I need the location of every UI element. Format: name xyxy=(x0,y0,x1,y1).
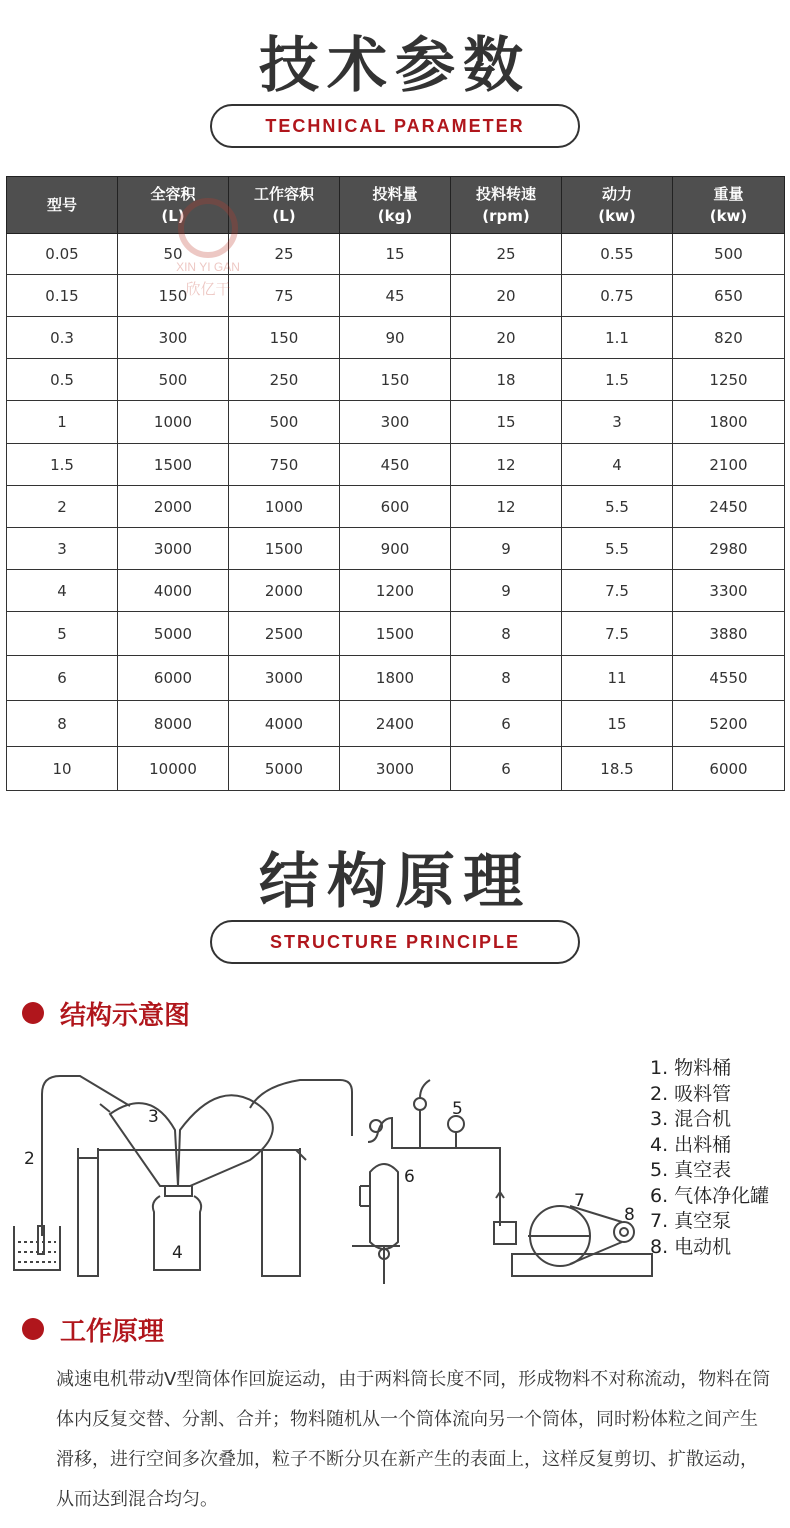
table-cell: 45 xyxy=(340,275,451,317)
table-cell: 1.5 xyxy=(7,444,118,486)
table-cell: 3 xyxy=(7,528,118,570)
table-cell: 20 xyxy=(451,275,562,317)
legend-item: 5. 真空表 xyxy=(650,1159,732,1181)
table-cell: 900 xyxy=(340,528,451,570)
table-row xyxy=(7,701,785,747)
table-cell: 5.5 xyxy=(562,528,673,570)
watermark-cn: 欣亿干 xyxy=(185,280,231,298)
header-power: 动力 (kw) xyxy=(562,177,673,234)
structure-diagram xyxy=(0,1046,660,1296)
legend-item: 7. 真空泵 xyxy=(650,1210,732,1232)
table-cell: 4000 xyxy=(229,701,340,747)
table-cell: 1500 xyxy=(229,528,340,570)
table-cell: 3 xyxy=(562,401,673,444)
table-cell: 300 xyxy=(340,401,451,444)
spec-table xyxy=(6,176,785,791)
table-cell: 0.05 xyxy=(7,234,118,275)
table-cell: 15 xyxy=(451,401,562,444)
table-cell: 15 xyxy=(340,234,451,275)
diagram-heading-text: 结构示意图 xyxy=(60,1000,191,1031)
tech-title: 技术参数 xyxy=(259,31,531,101)
table-cell: 8000 xyxy=(118,701,229,747)
table-row xyxy=(7,570,785,612)
table-cell: 5 xyxy=(7,612,118,656)
table-cell: 12 xyxy=(451,486,562,528)
table-cell: 3000 xyxy=(340,747,451,791)
table-cell: 1.5 xyxy=(562,359,673,401)
table-cell: 20 xyxy=(451,317,562,359)
diagram-heading xyxy=(22,996,190,1030)
diagram-label-4: 4 xyxy=(172,1243,183,1263)
legend-item: 6. 气体净化罐 xyxy=(650,1184,770,1207)
suction-pipe xyxy=(42,1076,130,1236)
table-cell: 5.5 xyxy=(562,486,673,528)
table-row xyxy=(7,486,785,528)
principle-paragraph xyxy=(56,1360,772,1520)
table-cell: 6000 xyxy=(673,747,785,791)
legend-item: 3. 混合机 xyxy=(650,1108,732,1130)
table-cell: 1200 xyxy=(340,570,451,612)
table-cell: 11 xyxy=(562,656,673,701)
table-cell: 1800 xyxy=(340,656,451,701)
table-row xyxy=(7,359,785,401)
gas-purification-tank xyxy=(352,1164,400,1284)
table-cell: 10000 xyxy=(118,747,229,791)
header-working-volume: 工作容积 (L) xyxy=(229,177,340,234)
structure-title: 结构原理 xyxy=(259,847,531,917)
table-row xyxy=(7,275,785,317)
table-cell: 25 xyxy=(229,234,340,275)
principle-heading-text: 工作原理 xyxy=(60,1316,165,1347)
table-cell: 8 xyxy=(7,701,118,747)
table-cell: 150 xyxy=(340,359,451,401)
diagram-label-7: 7 xyxy=(574,1191,585,1211)
diagram-label-2: 2 xyxy=(24,1149,35,1169)
table-cell: 150 xyxy=(118,275,229,317)
table-row xyxy=(7,528,785,570)
table-cell: 4000 xyxy=(118,570,229,612)
table-cell: 8 xyxy=(451,656,562,701)
table-cell: 1800 xyxy=(673,401,785,444)
table-cell: 6 xyxy=(451,701,562,747)
table-cell: 5000 xyxy=(229,747,340,791)
vacuum-gauge-valve xyxy=(414,1098,426,1110)
header-load: 投料量 (kg) xyxy=(340,177,451,234)
bullet-dot-icon xyxy=(22,1318,44,1340)
table-cell: 500 xyxy=(673,234,785,275)
table-cell: 7.5 xyxy=(562,570,673,612)
table-cell: 1 xyxy=(7,401,118,444)
table-cell: 1.1 xyxy=(562,317,673,359)
table-cell: 500 xyxy=(118,359,229,401)
table-cell: 450 xyxy=(340,444,451,486)
material-bucket xyxy=(14,1226,60,1270)
table-row xyxy=(7,444,785,486)
table-cell: 3880 xyxy=(673,612,785,656)
table-cell: 0.55 xyxy=(562,234,673,275)
legend-item: 8. 电动机 xyxy=(650,1235,732,1258)
legend-item: 1. 物料桶 xyxy=(650,1057,732,1079)
table-row xyxy=(7,747,785,791)
table-cell: 6 xyxy=(451,747,562,791)
diagram-label-5: 5 xyxy=(452,1099,463,1119)
legend-item: 2. 吸料管 xyxy=(650,1082,732,1105)
table-cell: 9 xyxy=(451,570,562,612)
table-cell: 1250 xyxy=(673,359,785,401)
table-cell: 15 xyxy=(562,701,673,747)
table-cell: 3000 xyxy=(118,528,229,570)
table-cell: 820 xyxy=(673,317,785,359)
table-row xyxy=(7,317,785,359)
bullet-dot-icon xyxy=(22,1002,44,1024)
table-cell: 2980 xyxy=(673,528,785,570)
table-cell: 250 xyxy=(229,359,340,401)
table-cell: 50 xyxy=(118,234,229,275)
table-cell: 4 xyxy=(7,570,118,612)
header-speed: 投料转速 (rpm) xyxy=(451,177,562,234)
table-cell: 18.5 xyxy=(562,747,673,791)
table-cell: 0.75 xyxy=(562,275,673,317)
table-cell: 6000 xyxy=(118,656,229,701)
table-cell: 2500 xyxy=(229,612,340,656)
table-cell: 75 xyxy=(229,275,340,317)
table-cell: 650 xyxy=(673,275,785,317)
table-cell: 3300 xyxy=(673,570,785,612)
table-cell: 25 xyxy=(451,234,562,275)
table-cell: 600 xyxy=(340,486,451,528)
table-cell: 3000 xyxy=(229,656,340,701)
table-cell: 1500 xyxy=(340,612,451,656)
left-support xyxy=(78,1158,98,1276)
right-support xyxy=(262,1150,300,1276)
v-mixer xyxy=(98,1080,352,1196)
table-cell: 18 xyxy=(451,359,562,401)
header-model: 型号 xyxy=(7,177,118,234)
header-total-volume: 全容积 (L) xyxy=(118,177,229,234)
table-cell: 0.3 xyxy=(7,317,118,359)
table-cell: 6 xyxy=(7,656,118,701)
table-cell: 2 xyxy=(7,486,118,528)
table-cell: 2000 xyxy=(118,486,229,528)
legend-item: 4. 出料桶 xyxy=(650,1133,732,1156)
table-cell: 12 xyxy=(451,444,562,486)
table-cell: 1000 xyxy=(118,401,229,444)
table-cell: 5000 xyxy=(118,612,229,656)
structure-subtitle: STRUCTURE PRINCIPLE xyxy=(210,920,580,964)
principle-text: 减速电机带动V型筒体作回旋运动，由于两料筒长度不同，形成物料不对称流动，物料在筒体内反复交替、分割、合并；物料随机从一个筒体流向另一个筒体，同时粉体粒之间产生滑移，进行空间多次叠加，粒子不断分贝在新产生的表面上，这样反复剪切、扩散运动，从而达到混合均匀。 xyxy=(56,1369,771,1510)
watermark-en: XIN YI GAN xyxy=(176,260,240,274)
table-cell: 150 xyxy=(229,317,340,359)
table-body xyxy=(7,234,785,791)
diagram-legend xyxy=(650,1056,790,1260)
table-cell: 750 xyxy=(229,444,340,486)
table-cell: 300 xyxy=(118,317,229,359)
principle-heading xyxy=(22,1312,164,1346)
tech-subtitle: TECHNICAL PARAMETER xyxy=(210,104,580,148)
table-cell: 5200 xyxy=(673,701,785,747)
table-cell: 2100 xyxy=(673,444,785,486)
table-row xyxy=(7,401,785,444)
table-cell: 8 xyxy=(451,612,562,656)
table-row xyxy=(7,656,785,701)
table-cell: 10 xyxy=(7,747,118,791)
table-cell: 2450 xyxy=(673,486,785,528)
table-cell: 500 xyxy=(229,401,340,444)
table-row xyxy=(7,612,785,656)
table-cell: 2000 xyxy=(229,570,340,612)
header-weight: 重量 (kw) xyxy=(673,177,785,234)
table-row xyxy=(7,234,785,275)
table-cell: 1000 xyxy=(229,486,340,528)
table-cell: 2400 xyxy=(340,701,451,747)
diagram-label-6: 6 xyxy=(404,1167,415,1187)
diagram-label-3: 3 xyxy=(148,1107,159,1127)
table-cell: 0.15 xyxy=(7,275,118,317)
table-header-row xyxy=(7,177,785,234)
table-cell: 0.5 xyxy=(7,359,118,401)
table-cell: 4550 xyxy=(673,656,785,701)
table-cell: 9 xyxy=(451,528,562,570)
table-cell: 1500 xyxy=(118,444,229,486)
table-cell: 90 xyxy=(340,317,451,359)
diagram-label-8: 8 xyxy=(624,1205,635,1225)
table-cell: 4 xyxy=(562,444,673,486)
table-cell: 7.5 xyxy=(562,612,673,656)
